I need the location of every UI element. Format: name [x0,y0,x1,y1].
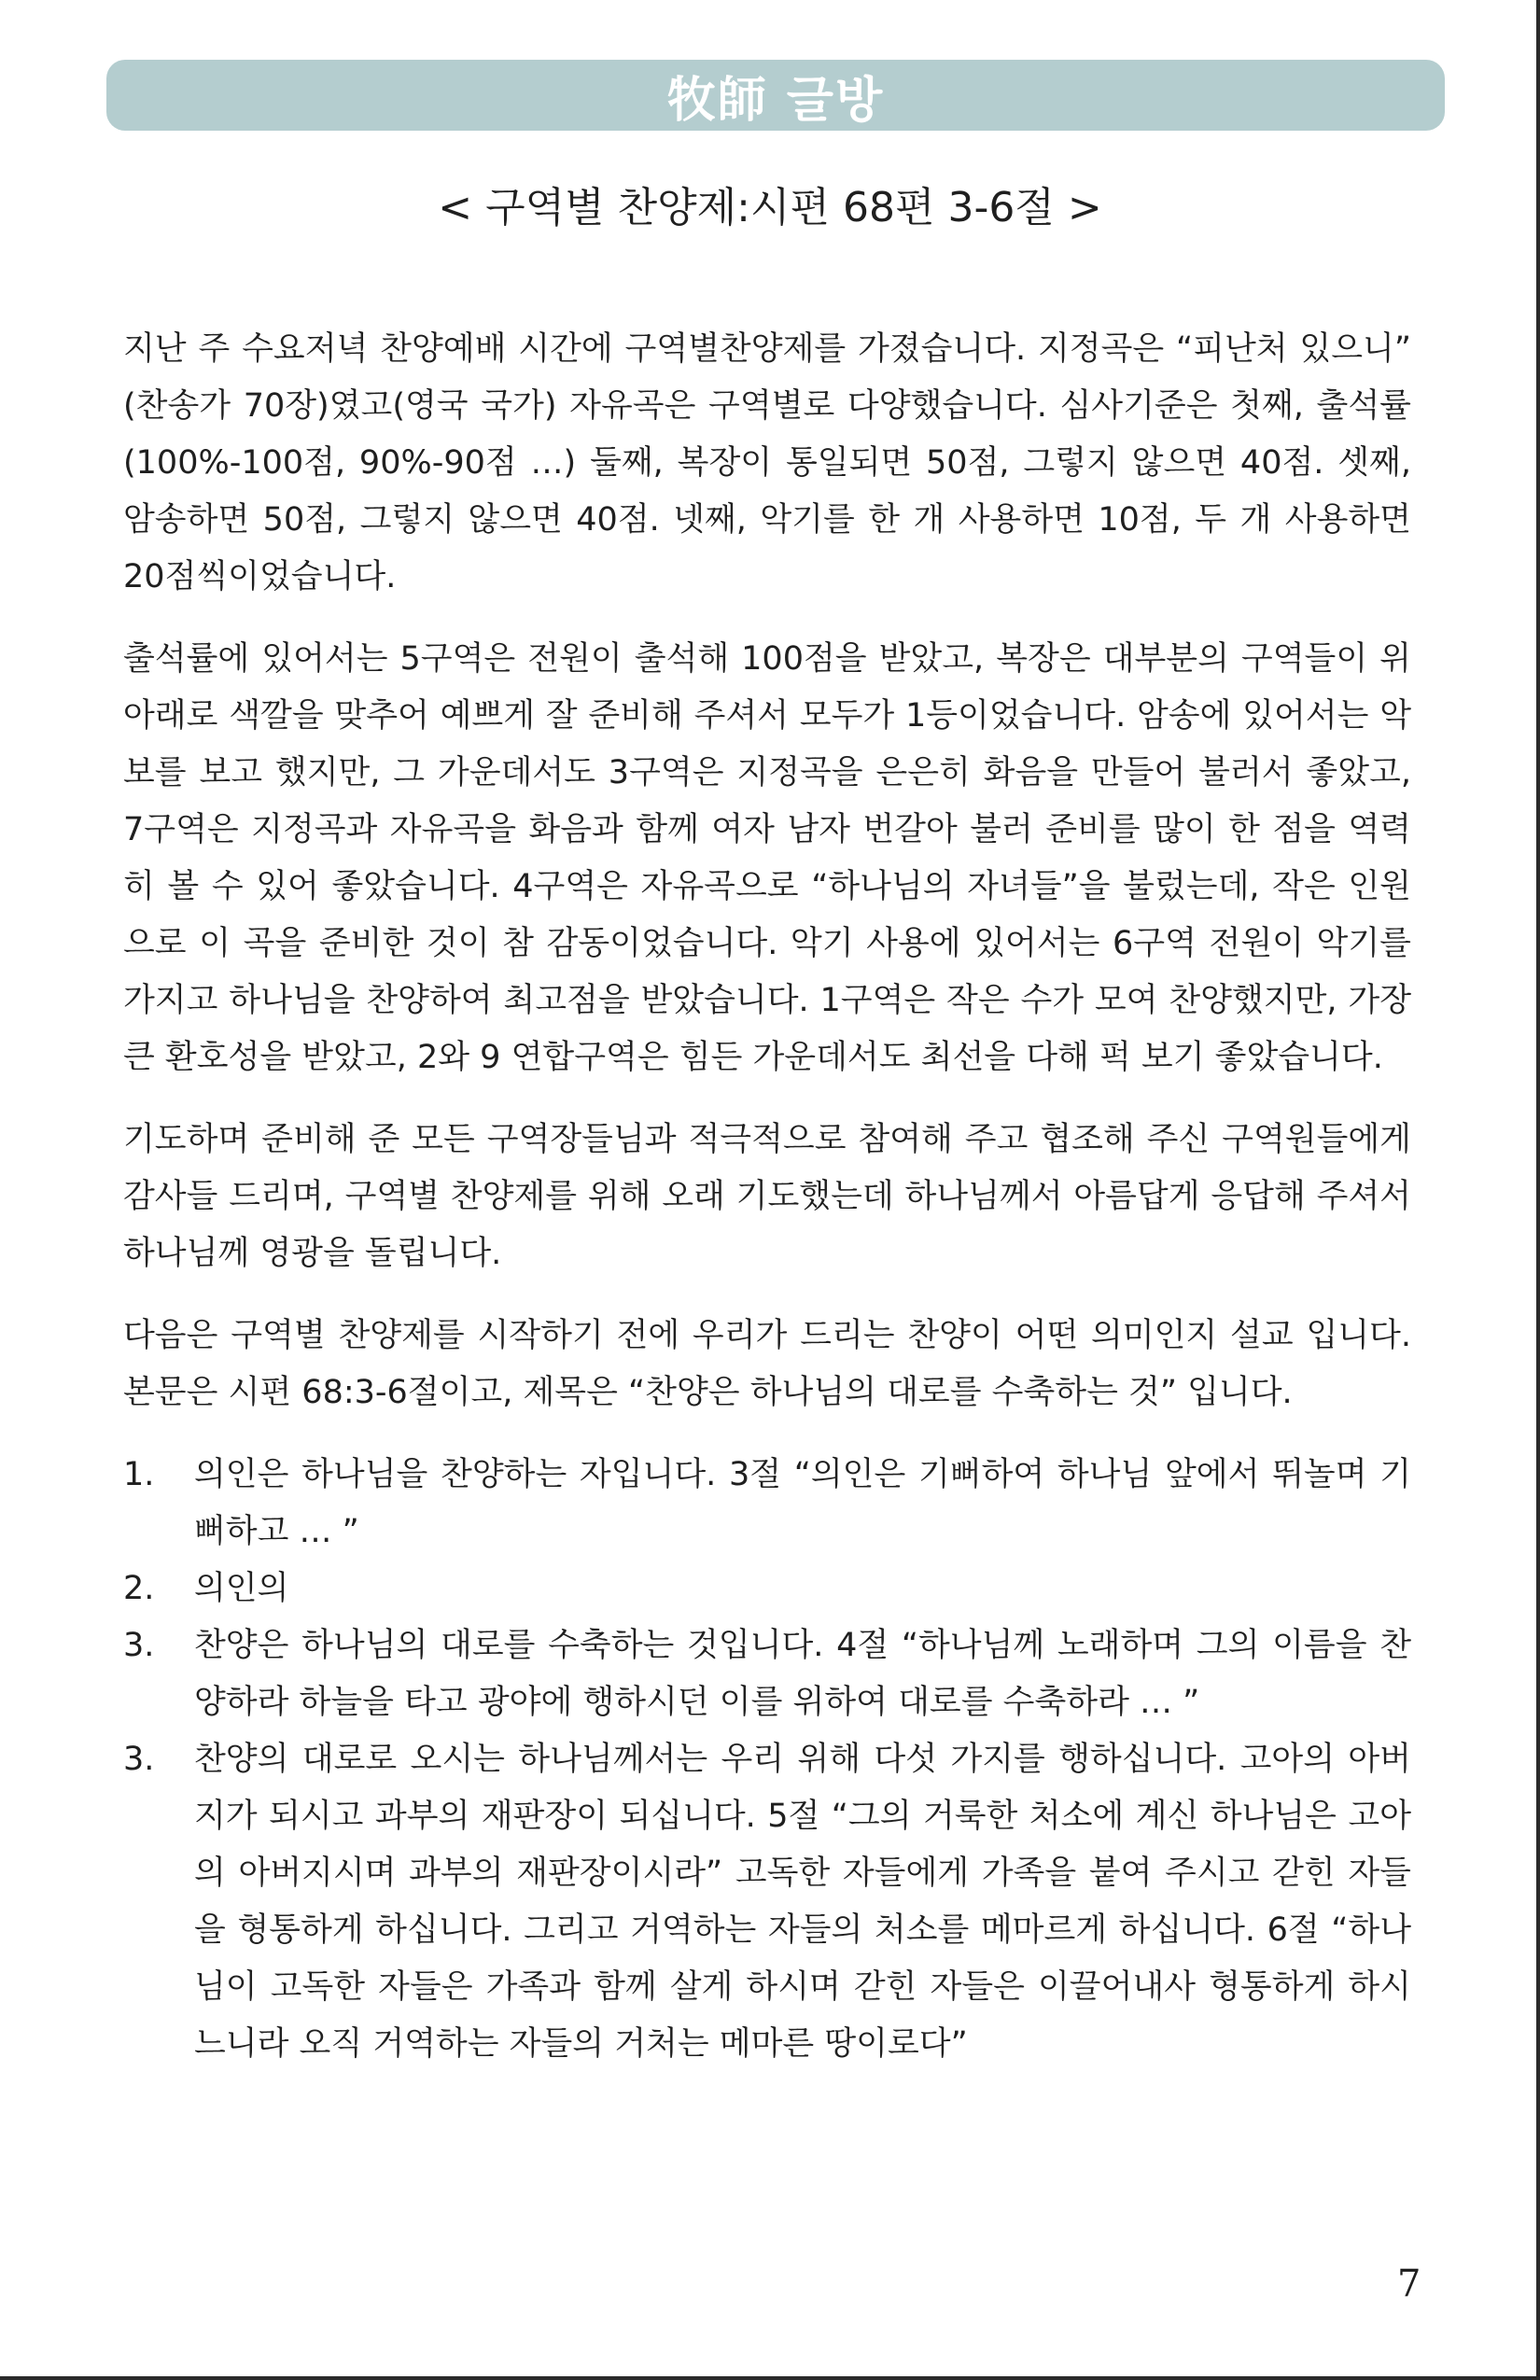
list-item [123,1617,1411,1731]
sermon-points-list [123,1447,1411,2073]
document-body [123,321,1411,2073]
list-item-number: 1. [123,1456,155,1493]
page-edge-right [1536,0,1540,2380]
page-number: 7 [1397,2262,1421,2305]
paragraph: 기도하며 준비해 준 모든 구역장들님과 적극적으로 참여해 주고 협조해 주신 구역원들에게 감사들 드리며, 구역별 찬양제를 위해 오래 기도했는데 하나님께서 아름답게 응답해 주셔서 하나님께 영광을 돌립니다. [123,1121,1411,1272]
list-item-text: 찬양의 대로로 오시는 하나님께서는 우리 위해 다섯 가지를 행하십니다. 고아의 아버지가 되시고 과부의 재판장이 되십니다. 5절 “그의 거룩한 처소에 계신 하나님은 고아의 아버지시며 과부의 재판장이시라” 고독한 자들에게 가족을 붙여 주시고 갇힌 자들을 형통하게 하십니다. 그리고 거역하는 자들의 처소를 메마르게 하십니다. 6절 “하나님이 고독한 자들은 가족과 함께 살게 하시며 갇힌 자들은 이끌어내사 형통하게 하시느니라 오직 거역하는 자들의 거처는 메마른 땅이로다” [194,1741,1411,2063]
paragraph: 출석률에 있어서는 5구역은 전원이 출석해 100점을 받았고, 복장은 대부분의 구역들이 위 아래로 색깔을 맞추어 예쁘게 잘 준비해 주셔서 모두가 1등이었습니다. 암송에 있어서는 악보를 보고 했지만, 그 가운데서도 3구역은 지정곡을 은은히 화음을 만들어 불러서 좋았고, 7구역은 지정곡과 자유곡을 화음과 함께 여자 남자 번갈아 불러 준비를 많이 한 점을 역력히 볼 수 있어 좋았습니다. 4구역은 자유곡으로 “하나님의 자녀들”을 불렀는데, 작은 인원으로 이 곡을 준비한 것이 참 감동이었습니다. 악기 사용에 있어서는 6구역 전원이 악기를 가지고 하나님을 찬양하여 최고점을 받았습니다. 1구역은 작은 수가 모여 찬양했지만, 가장 큰 환호성을 받았고, 2와 9 연합구역은 힘든 가운데서도 최선을 다해 퍽 보기 좋았습니다. [123,640,1411,1076]
header-title: 牧師 글방 [666,72,885,129]
list-item-text: 의인은 하나님을 찬양하는 자입니다. 3절 “의인은 기뻐하여 하나님 앞에서 뛰놀며 기뻐하고 … ” [194,1456,1411,1550]
list-item-number: 3. [123,1627,155,1664]
list-item [123,1561,1411,1617]
paragraph: 다음은 구역별 찬양제를 시작하기 전에 우리가 드리는 찬양이 어떤 의미인지 설교 입니다. 본문은 시편 68:3-6절이고, 제목은 “찬양은 하나님의 대로를 수축하는 것” 입니다. [123,1317,1411,1411]
list-item-number: 2. [123,1570,155,1607]
list-item [123,1447,1411,1561]
list-item-number: 3. [123,1741,155,1778]
list-item-text: 찬양은 하나님의 대로를 수축하는 것입니다. 4절 “하나님께 노래하며 그의 이름을 찬양하라 하늘을 타고 광야에 행하시던 이를 위하여 대로를 수축하라 … ” [194,1627,1411,1721]
document-title: < 구역별 찬양제:시편 68편 3-6절 > [438,184,1102,231]
list-item [123,1731,1411,2073]
header-banner [106,60,1445,131]
paragraph: 지난 주 수요저녁 찬양예배 시간에 구역별찬양제를 가졌습니다. 지정곡은 “피난처 있으니” (찬송가 70장)였고(영국 국가) 자유곡은 구역별로 다양했습니다. 심사기준은 첫째, 출석률 (100%-100점, 90%-90점 …) 둘째, 복장이 통일되면 50점, 그렇지 않으면 40점. 셋째, 암송하면 50점, 그렇지 않으면 40점. 넷째, 악기를 한 개 사용하면 10점, 두 개 사용하면 20점씩이었습니다. [123,330,1411,595]
list-item-text: 의인의 [194,1570,289,1607]
page-edge-bottom [0,2376,1540,2380]
